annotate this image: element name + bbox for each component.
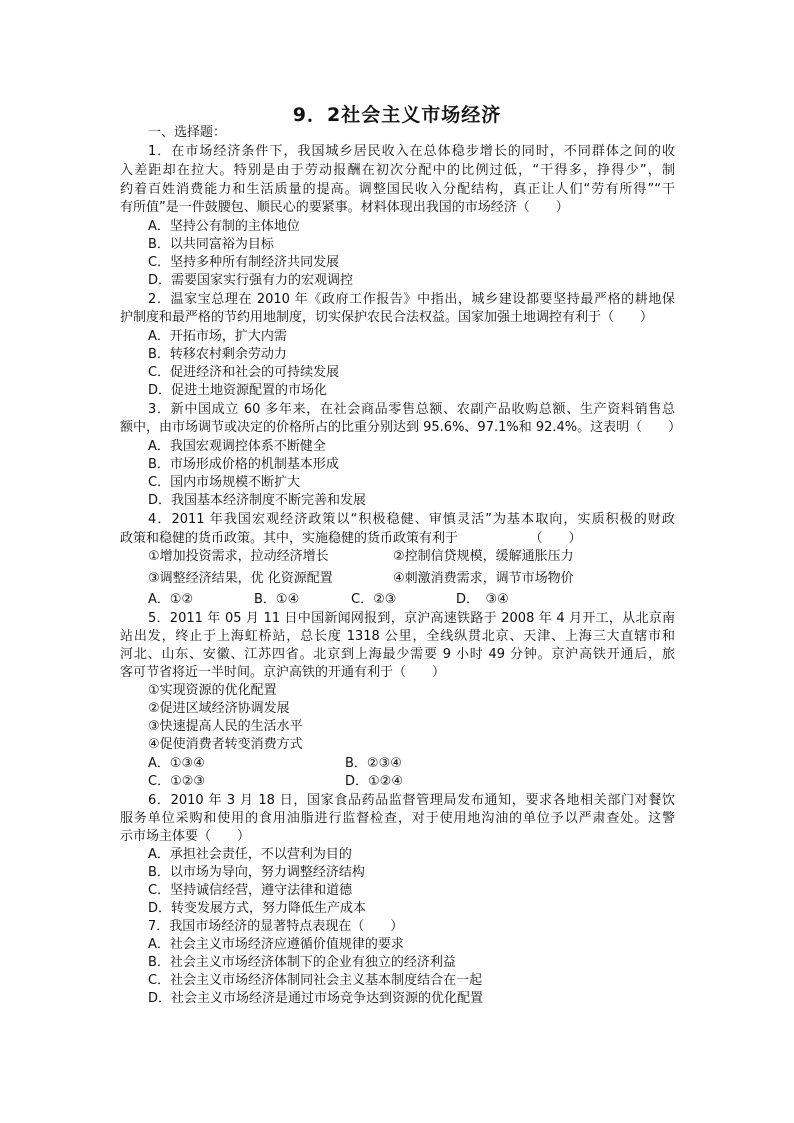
q4-option-a[interactable]: A．①② — [148, 592, 194, 607]
q2-line-1: 2．温家宝总理在 2010 年《政府工作报告》中指出，城乡建设都要坚持最严格的耕地保 — [148, 292, 675, 307]
q6-line-1: 6．2010 年 3 月 18 日，国家食品药品监督管理局发布通知，要求各地相关部门对餐饮 — [148, 793, 675, 808]
page-title: 9．2社会主义市场经济 — [292, 104, 502, 126]
q6-option-d[interactable]: D．转变发展方式，努力降低生产成本 — [148, 901, 367, 916]
q2-option-d[interactable]: D．促进土地资源配置的市场化 — [148, 383, 328, 398]
q3-option-a[interactable]: A．我国宏观调控体系不断健全 — [148, 439, 326, 454]
q5-line-3: 河北、山东、安徽、江苏四省。北京到上海最少需要 9 小时 49 分钟。京沪高铁开通后，旅 — [120, 647, 675, 662]
q7-option-a[interactable]: A．社会主义市场经济应遵循价值规律的要求 — [148, 937, 404, 952]
q5-line-1: 5．2011 年 05 月 11 日中国新闻网报到，京沪高速铁路于 2008 年 4 月开工，从北京南 — [148, 611, 675, 626]
q5-item-4: ④促使消费者转变消费方式 — [148, 737, 303, 752]
q6-option-a[interactable]: A．承担社会责任，不以营利为目的 — [148, 847, 352, 862]
q5-item-1: ①实现资源的优化配置 — [148, 683, 277, 698]
q2-line-2: 护制度和最严格的节约用地制度，切实保护农民合法权益。国家加强土地调控有利于（ ） — [120, 310, 654, 325]
q4-option-c[interactable]: C．②③ — [351, 592, 397, 607]
q3-line-2: 额中，由市场调节或决定的价格所占的比重分别达到 95.6%、97.1%和 92.4%。这表明（ ） — [120, 420, 682, 435]
q4-item-3: ③调整经济结果，优 化资源配置 — [148, 571, 333, 586]
q1-option-d[interactable]: D．需要国家实行强有力的宏观调控 — [148, 273, 354, 288]
q1-line-1: 1．在市场经济条件下，我国城乡居民收入在总体稳步增长的同时，不同群体之间的收 — [148, 144, 675, 159]
q4-option-b[interactable]: B．①④ — [254, 592, 300, 607]
q1-option-c[interactable]: C．坚持多种所有制经济共同发展 — [148, 255, 340, 270]
q4-option-d[interactable]: D． ③④ — [456, 592, 509, 607]
q2-option-c[interactable]: C．促进经济和社会的可持续发展 — [148, 365, 340, 380]
q6-line-3: 示市场主体要（ ） — [120, 829, 251, 844]
q2-option-b[interactable]: B．转移农村剩余劳动力 — [148, 347, 287, 362]
q3-option-d[interactable]: D．我国基本经济制度不断完善和发展 — [148, 493, 367, 508]
q4-item-1: ①增加投资需求，拉动经济增长 — [148, 549, 329, 564]
section-heading: 一、选择题： — [148, 125, 227, 140]
q7-line-1: 7．我国市场经济的显著特点表现在（ ） — [148, 919, 404, 934]
q1-option-b[interactable]: B．以共同富裕为目标 — [148, 237, 274, 252]
q1-option-a[interactable]: A．坚持公有制的主体地位 — [148, 219, 300, 234]
q5-option-a[interactable]: A．①③④ — [148, 756, 205, 771]
q1-line-4: 有所值”是一件鼓腰包、顺民心的要紧事。材料体现出我国的市场经济（ ） — [120, 200, 569, 215]
q4-line-1: 4．2011 年我国宏观经济政策以“积极稳健、审慎灵活”为基本取向，实质积极的财政 — [148, 512, 675, 527]
q3-option-b[interactable]: B．市场形成价格的机制基本形成 — [148, 457, 339, 472]
q5-option-b[interactable]: B．②③④ — [345, 756, 402, 771]
q7-option-c[interactable]: C．社会主义市场经济体制同社会主义基本制度结合在一起 — [148, 973, 483, 988]
q3-option-c[interactable]: C．国内市场规模不断扩大 — [148, 475, 301, 490]
q7-option-d[interactable]: D．社会主义市场经济是通过市场竞争达到资源的优化配置 — [148, 991, 484, 1006]
q6-option-c[interactable]: C．坚持诚信经营，遵守法律和道德 — [148, 883, 353, 898]
q5-option-c[interactable]: C．①②③ — [148, 774, 206, 789]
q5-line-2: 站出发，终止于上海虹桥站，总长度 1318 公里，全线纵贯北京、天津、上海三大直辖市和 — [120, 629, 675, 644]
q6-option-b[interactable]: B．以市场为导向，努力调整经济结构 — [148, 865, 365, 880]
q4-line-2: 政策和稳健的货币政策。其中，实施稳健的货币政策有利于 （ ） — [120, 531, 582, 546]
q1-line-3: 约着百姓消费能力和生活质量的提高。调整国民收入分配结构，真正让人们“劳有所得”“干 — [120, 182, 675, 197]
q2-option-a[interactable]: A．开拓市场，扩大内需 — [148, 329, 287, 344]
q5-option-d[interactable]: D．①②④ — [345, 774, 403, 789]
q3-line-1: 3．新中国成立 60 多年来，在社会商品零售总额、农副产品收购总额、生产资料销售总 — [148, 402, 675, 417]
q4-item-2: ②控制信贷规模，缓解通胀压力 — [393, 549, 574, 564]
q6-line-2: 服务单位采购和使用的食用油脂进行监督检查，对于使用地沟油的单位予以严肃查处。这警 — [120, 811, 675, 826]
q1-line-2: 入差距却在拉大。特别是由于劳动报酬在初次分配中的比例过低，“干得多，挣得少”，制 — [120, 163, 675, 178]
q4-item-4: ④刺激消费需求，调节市场物价 — [393, 571, 574, 586]
q5-item-2: ②促进区域经济协调发展 — [148, 701, 290, 716]
q5-item-3: ③快速提高人民的生活水平 — [148, 719, 303, 734]
q5-line-4: 客可节省将近一半时间。京沪高铁的开通有利于（ ） — [120, 665, 446, 680]
q7-option-b[interactable]: B．社会主义市场经济体制下的企业有独立的经济利益 — [148, 955, 456, 970]
